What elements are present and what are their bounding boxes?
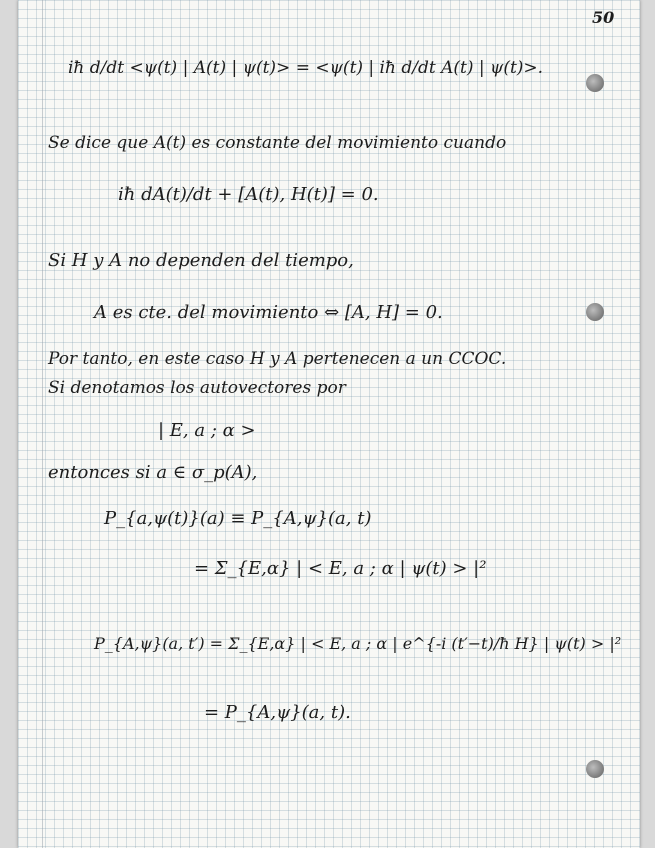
page-number: 50 — [592, 8, 615, 27]
binder-hole-bottom — [586, 760, 604, 778]
text-line-6: Por tanto, en este caso H y A pertenecen a un CCOC. — [48, 349, 507, 369]
binder-hole-middle — [586, 303, 604, 321]
equation-line-8: | E, a ; α > — [158, 420, 256, 441]
text-line-9: entonces si a ∈ σ_p(A), — [48, 462, 258, 483]
notebook-page — [18, 0, 640, 848]
text-line-4: Si H y A no dependen del tiempo, — [48, 250, 354, 271]
binder-hole-top — [586, 74, 604, 92]
equation-line-12: P_{A,ψ}(a, t′) = Σ_{E,α} | < E, a ; α | e^{-i (t′−t)/ħ H} | ψ(t) > |² — [94, 634, 622, 653]
text-line-7: Si denotamos los autovectores por — [48, 378, 346, 398]
text-line-2: Se dice que A(t) es constante del movimiento cuando — [48, 133, 507, 153]
equation-line-1: iħ d/dt <ψ(t) | A(t) | ψ(t)> = <ψ(t) | iħ d/dt A(t) | ψ(t)>. — [68, 58, 544, 78]
equation-line-10: P_{a,ψ(t)}(a) ≡ P_{A,ψ}(a, t) — [104, 508, 372, 529]
equation-line-3: iħ dA(t)/dt + [A(t), H(t)] = 0. — [118, 184, 379, 205]
equation-line-13: = P_{A,ψ}(a, t). — [204, 702, 351, 723]
equation-line-11: = Σ_{E,α} | < E, a ; α | ψ(t) > |² — [194, 558, 487, 579]
equation-line-5: A es cte. del movimiento ⇔ [A, H] = 0. — [94, 302, 443, 323]
margin-line — [42, 0, 43, 848]
